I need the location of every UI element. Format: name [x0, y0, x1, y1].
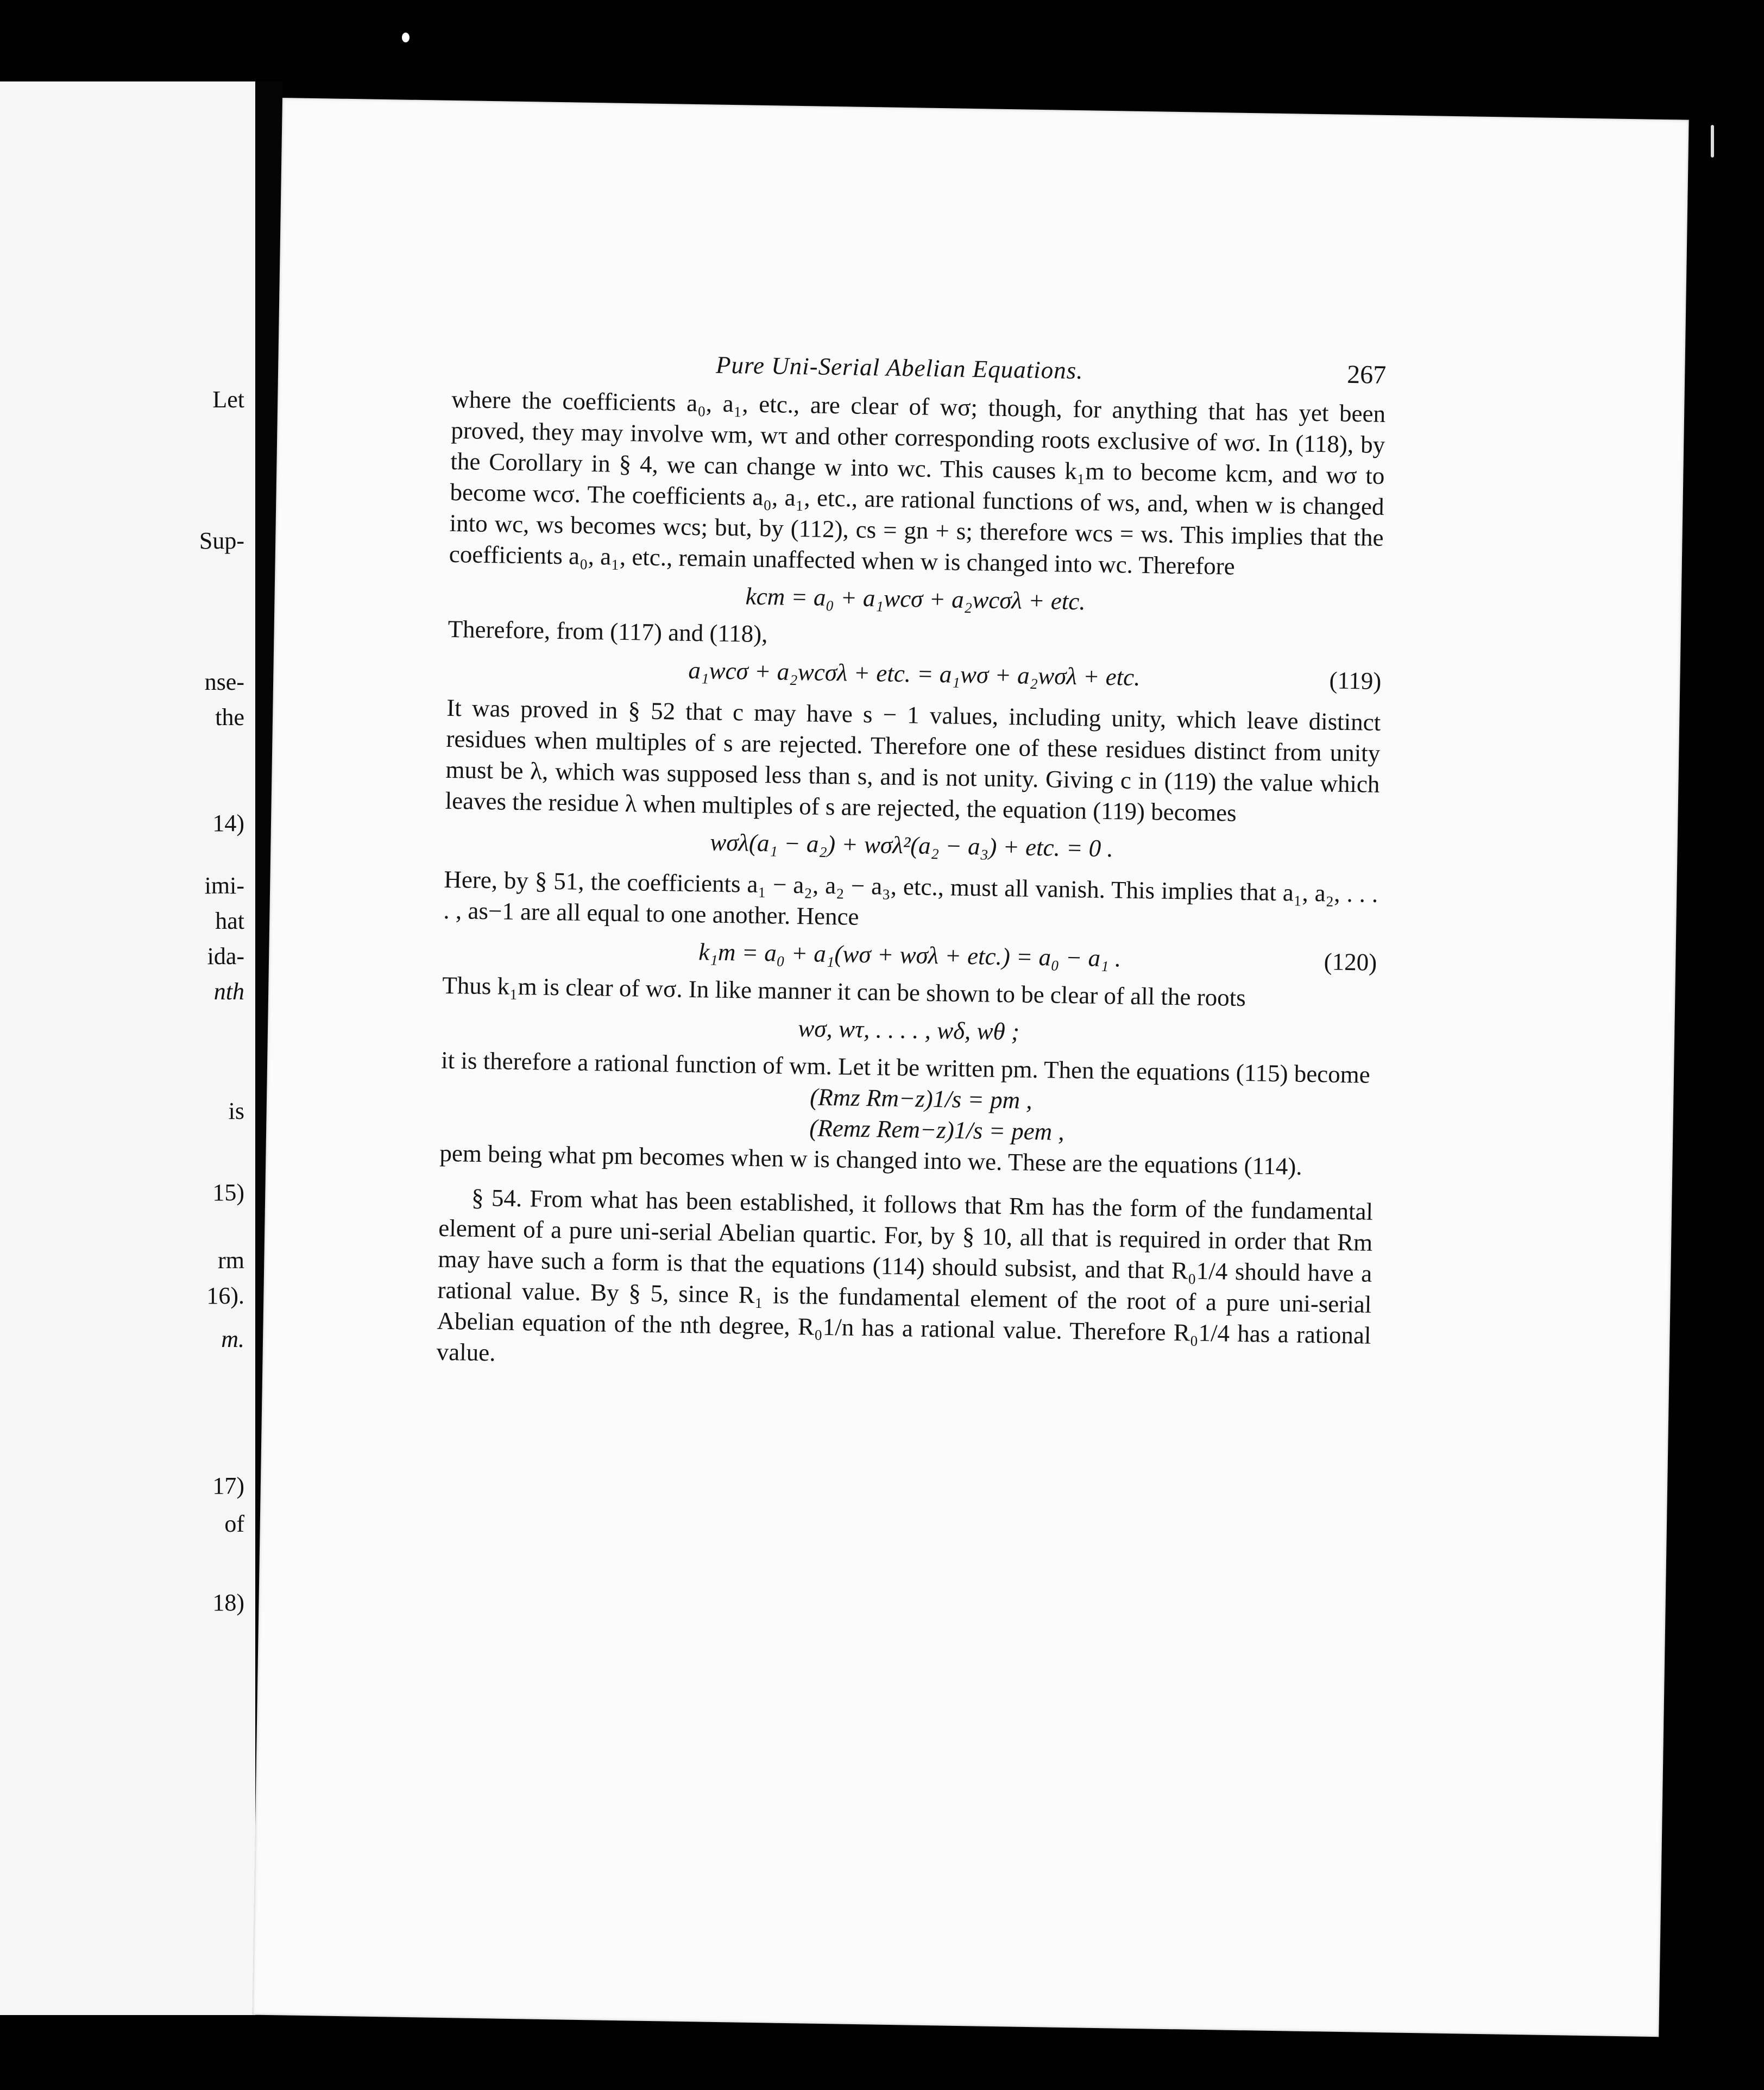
- left-fragment-14: 17): [212, 1472, 244, 1499]
- equation-residue-text: wσλ(a₁ − a₂) + wσλ²(a₂ − a₃) + etc. = 0 .: [709, 828, 1114, 863]
- equation-residue: [444, 823, 1379, 872]
- left-fragment-2: nse-: [204, 669, 244, 695]
- paragraph-4: Here, by § 51, the coefficients a₁ − a₂, a₂ − a₃, etc., must all vanish. This implies that a₁, a₂, . . . . , as−1 are all equal to one another. Hence: [443, 865, 1378, 930]
- running-title: Pure Uni-Serial Abelian Equations.: [715, 351, 1083, 385]
- left-page-fragment: [0, 81, 255, 2015]
- left-fragment-1: Sup-: [199, 527, 244, 554]
- left-fragment-8: nth: [213, 978, 244, 1005]
- equation-119: [447, 651, 1382, 701]
- left-fragment-3: the: [215, 704, 244, 731]
- left-fragment-12: 16).: [206, 1282, 244, 1309]
- paragraph-8: § 54. From what has been established, it follows that Rm has the form of the fundamental element of a pure uni-serial Abelian quartic. For, by § 10, all that is required in order that Rm may have such a form is that the equations (114) should subsist, and that R₀1/4 should have a rational value. By § 5, since R₁ is the fundamental element of the root of a pure uni-serial Abelian equation of the nth degree, R₀1/n has a rational value. Therefore R₀1/4 has a rational value.: [436, 1184, 1374, 1367]
- left-fragment-5: imi-: [204, 872, 244, 899]
- left-fragment-11: rm: [218, 1247, 244, 1274]
- equation-roots-text: wσ, wτ, . . . . , wδ, wθ ;: [798, 1015, 1020, 1046]
- left-fragment-7: ida-: [207, 943, 244, 970]
- paragraph-6: it is therefore a rational function of wm. Let it be written pm. Then the equations (115) become: [440, 1046, 1371, 1088]
- equation-kc-text: kcm = a₀ + a₁wcσ + a₂wcσλ + etc.: [745, 582, 1086, 615]
- equation-kc: [448, 576, 1383, 622]
- equation-pm-text: (Rmz Rm−z)1/s = pm ,: [809, 1083, 1033, 1114]
- equation-119-number: (119): [1329, 666, 1382, 695]
- equation-120: [443, 933, 1377, 978]
- left-fragment-6: hat: [215, 908, 244, 934]
- equation-119-text: a₁wcσ + a₂wcσλ + etc. = a₁wσ + a₂wσλ + etc.: [688, 656, 1141, 691]
- left-fragment-16: 18): [212, 1589, 244, 1616]
- paragraph-1: where the coefficients a₀, a₁, etc., are clear of wσ; though, for anything that has yet been proved, they may involve wm, wτ and other corresponding roots exclusive of wσ. In (118), by the Corollary in § 4, we can change w into wc. This causes k₁m to become kcm, and wσ to become wcσ. The coefficients a₀, a₁, etc., are rational functions of ws, and, when w is changed into wc, ws becomes wcs; but, by (112), cs = gn + s; therefore wcs = ws. This implies that the coefficients a₀, a₁, etc., remain unaffected when w is changed into wc. Therefore: [449, 385, 1386, 580]
- paragraph-7: pem being what pm becomes when w is changed into we. These are the equations (114).: [439, 1139, 1303, 1180]
- left-fragment-4: 14): [212, 810, 244, 836]
- page-text-block: [436, 345, 1386, 1382]
- left-fragment-10: 15): [212, 1179, 244, 1206]
- left-fragment-15: of: [224, 1510, 244, 1537]
- scan-speck: [1711, 125, 1714, 158]
- page-number: 267: [1346, 360, 1387, 389]
- left-fragment-9: is: [228, 1098, 244, 1124]
- book-page: [253, 98, 1689, 2037]
- paragraph-2: Therefore, from (117) and (118),: [448, 615, 768, 648]
- paragraph-5: Thus k₁m is clear of wσ. In like manner it can be shown to be clear of all the roots: [442, 971, 1246, 1012]
- equation-120-number: (120): [1324, 948, 1377, 976]
- scan-speck: [402, 33, 410, 42]
- left-fragment-0: Let: [212, 386, 244, 413]
- paragraph-3: It was proved in § 52 that c may have s − 1 values, including unity, which leave distinct residues when multiples of s are rejected. Therefore one of these residues distinct from unity must be λ, which was supposed less than s, and is not unity. Giving c in (119) the value which leaves the residue λ when multiples of s are rejected, the equation (119) becomes: [445, 694, 1381, 827]
- left-fragment-13: m.: [221, 1326, 244, 1352]
- equation-120-text: k₁m = a₀ + a₁(wσ + wσλ + etc.) = a₀ − a₁ .: [698, 938, 1122, 972]
- equation-roots: [442, 1008, 1376, 1053]
- running-head: [452, 345, 1387, 391]
- equation-pem-text: (Remz Rem−z)1/s = pem ,: [809, 1114, 1065, 1145]
